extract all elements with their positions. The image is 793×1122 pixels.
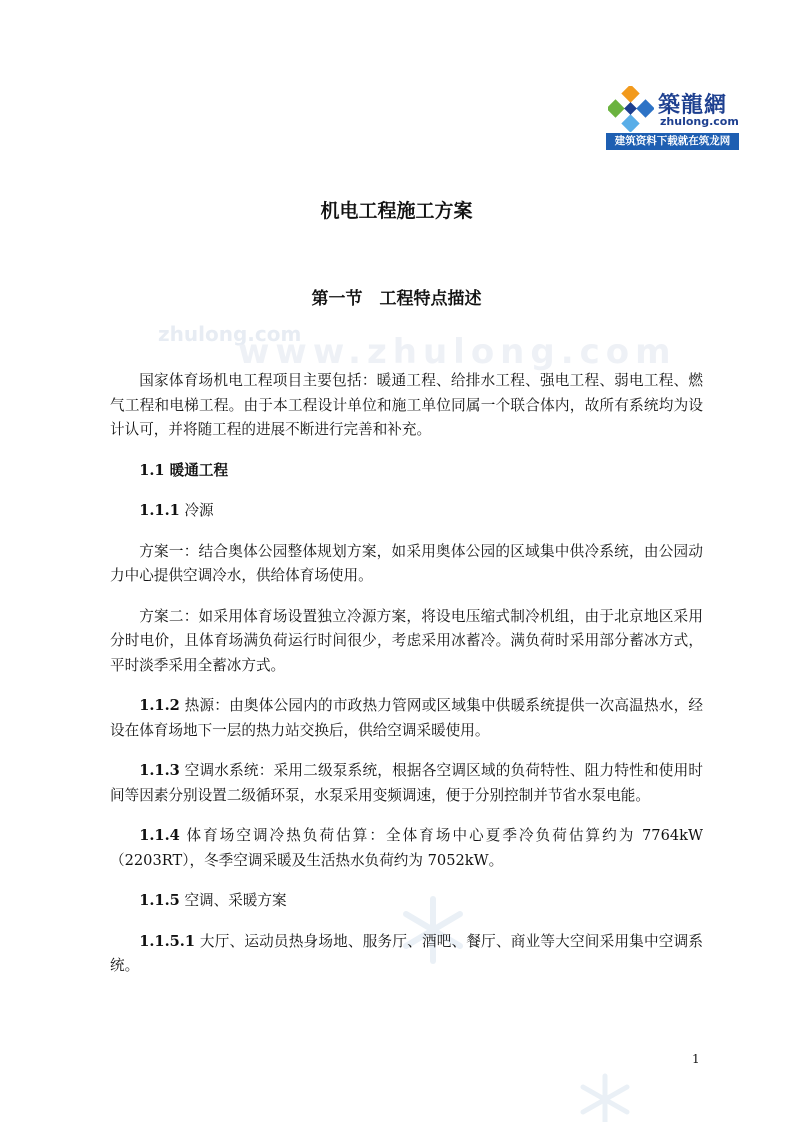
- paragraph-1-1-5: [110, 889, 703, 914]
- heading-number: 1.1.1: [139, 502, 180, 519]
- paragraph-1-1-2: [110, 694, 703, 743]
- zhulong-pinwheel-logo-icon: [608, 86, 654, 132]
- heading-text: 冷源: [179, 502, 214, 519]
- paragraph-text: 空调、采暖方案: [179, 892, 287, 909]
- plan-one-paragraph: 方案一：结合奥体公园整体规划方案，如采用奥体公园的区域集中供冷系统，由公园动力中心提供空调冷水，供给体育场使用。: [110, 542, 703, 584]
- watermark-small: zhulong.com: [158, 322, 302, 346]
- paragraph-text: 空调水系统：采用二级泵系统，根据各空调区域的负荷特性、阻力特性和使用时间等因素分别设置二级循环泵，水泵采用变频调速，便于分别控制并节省水泵电能。: [110, 762, 703, 804]
- watermark: [158, 320, 677, 375]
- page-number: 1: [692, 1052, 700, 1066]
- plan-two-paragraph: 方案二：如采用体育场设置独立冷源方案，将设电压缩式制冷机组，由于北京地区采用分时电价，且体育场满负荷运行时间很少，考虑采用冰蓄冷。满负荷时采用部分蓄冰方式，平时淡季采用全蓄冰方式。: [110, 607, 703, 674]
- paragraph-text: 热源：由奥体公园内的市政热力管网或区域集中供暖系统提供一次高温热水，经设在体育场地下一层的热力站交换后，供给空调采暖使用。: [110, 697, 703, 739]
- section-title: 第一节 工程特点描述: [311, 289, 482, 309]
- heading-1-1-1: [110, 499, 703, 524]
- paragraph-text: 体育场空调冷热负荷估算：全体育场中心夏季冷负荷估算约为 7764kW（2203RT），冬季空调采暖及生活热水负荷约为 7052kW。: [110, 827, 703, 869]
- logo-url: zhulong.com: [660, 115, 739, 128]
- paragraph-number: 1.1.2: [139, 697, 180, 714]
- document-title: 机电工程施工方案: [320, 200, 473, 222]
- logo-brand-name: 築龍網: [658, 92, 728, 118]
- snowflake-watermark-icon-2: [575, 1072, 635, 1122]
- paragraph-text: 大厅、运动员热身场地、服务厅、酒吧、餐厅、商业等大空间采用集中空调系统。: [110, 932, 703, 974]
- paragraph-1-1-4: [110, 824, 703, 873]
- logo-slogan: 建筑资料下载就在筑龙网: [606, 133, 739, 150]
- watermark-large: www.zhulong.com: [238, 332, 677, 372]
- paragraph-number: 1.1.4: [139, 827, 180, 844]
- paragraph-number: 1.1.3: [139, 762, 180, 779]
- paragraph-number: 1.1.5: [139, 892, 180, 909]
- paragraph-1-1-5-1: [110, 930, 703, 979]
- paragraph-number: 1.1.5.1: [139, 932, 196, 950]
- heading-1-1: 1.1 暖通工程: [139, 461, 229, 479]
- paragraph-1-1-3: [110, 759, 703, 808]
- zhulong-logo: [606, 84, 739, 150]
- intro-paragraph: 国家体育场机电工程项目主要包括：暖通工程、给排水工程、强电工程、弱电工程、燃气工程和电梯工程。由于本工程设计单位和施工单位同属一个联合体内，故所有系统均为设计认可，并将随工程的进展不断进行完善和补充。: [110, 372, 703, 438]
- document-body: [110, 369, 703, 995]
